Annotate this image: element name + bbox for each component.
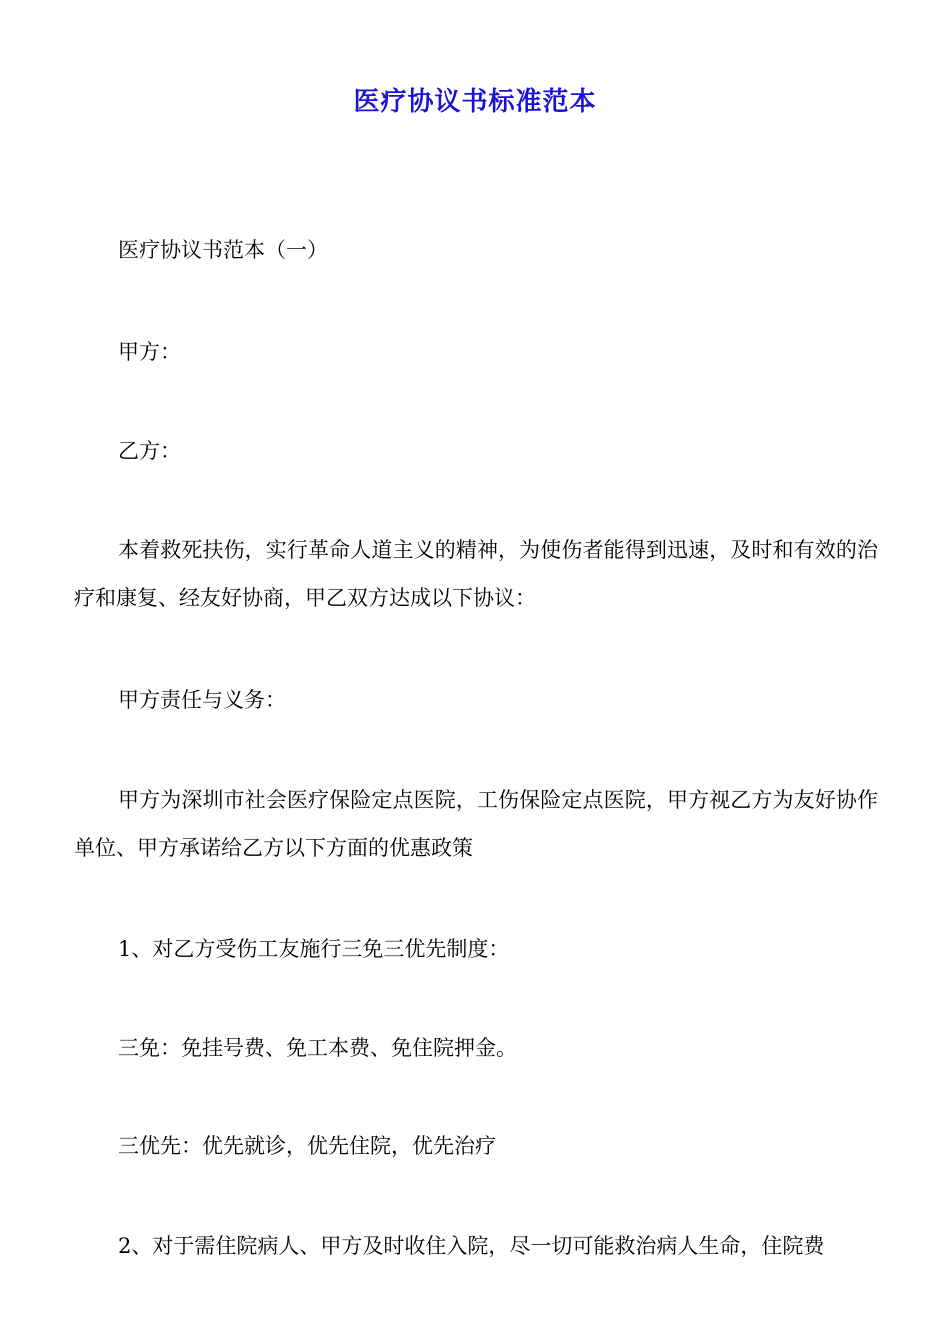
- preamble-paragraph: 本着救死扶伤，实行革命人道主义的精神，为使伤者能得到迅速，及时和有效的治疗和康复、经友好协商，甲乙双方达成以下协议：: [74, 538, 878, 610]
- clause-2: 2、对于需住院病人、甲方及时收住入院，尽一切可能救治病人生命，住院费: [118, 1234, 825, 1258]
- party-a-duties-paragraph: 甲方为深圳市社会医疗保险定点医院，工伤保险定点医院，甲方视乙方为友好协作单位、甲方承诺给乙方以下方面的优惠政策: [74, 788, 878, 860]
- party-b-line: 乙方：: [118, 439, 181, 463]
- three-exemptions-line: 三免：免挂号费、免工本费、免住院押金。: [118, 1036, 517, 1060]
- party-a-line: 甲方：: [118, 340, 181, 364]
- document-title: 医疗协议书标准范本: [353, 87, 597, 117]
- three-priorities-line: 三优先：优先就诊，优先住院，优先治疗: [118, 1134, 496, 1158]
- section-heading: 医疗协议书范本（一）: [118, 238, 328, 262]
- clause-1: 1、对乙方受伤工友施行三免三优先制度：: [118, 937, 510, 961]
- party-a-duties-heading: 甲方责任与义务：: [118, 688, 286, 712]
